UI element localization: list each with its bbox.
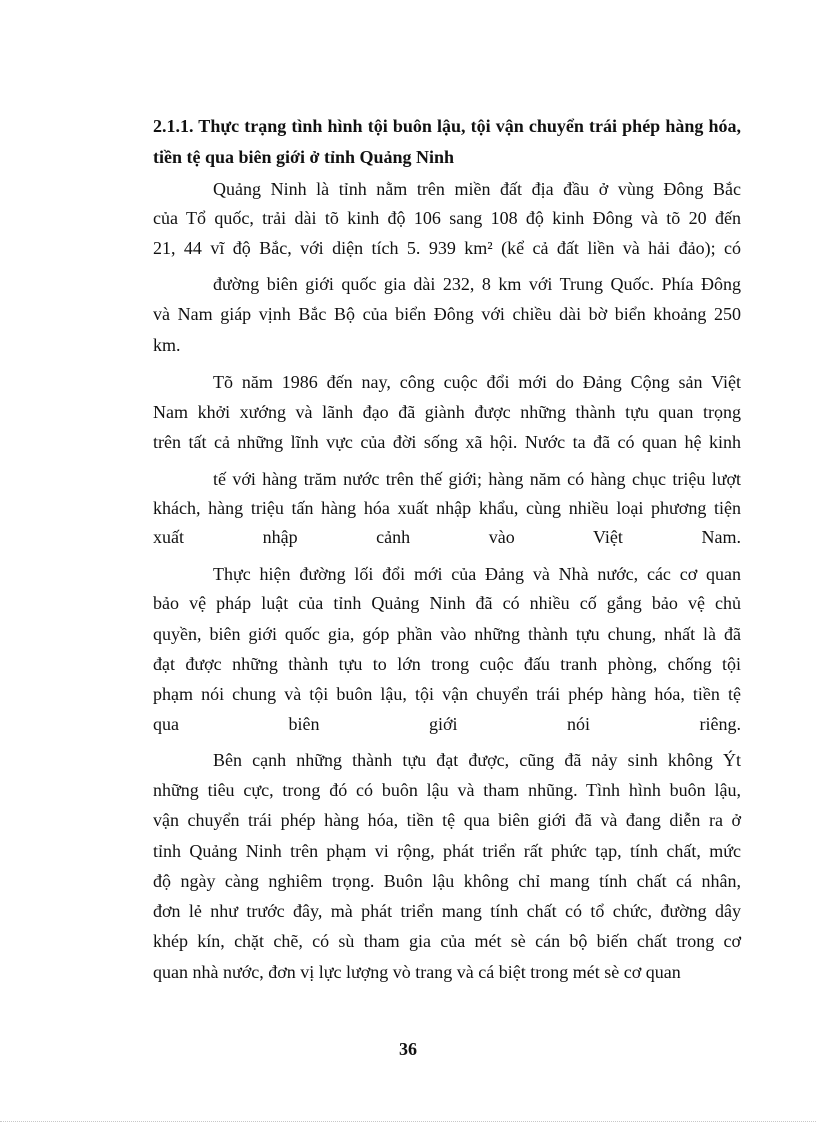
body-line: Tõ năm 1986 đến nay, công cuộc đổi mới do Đảng Cộng sản Việt xyxy=(213,372,741,392)
body-line: phạm nói chung và tội buôn lậu, tội vận chuyển trái phép hàng hóa, tiền tệ xyxy=(153,684,741,704)
body-line: Bên cạnh những thành tựu đạt được, cũng đã nảy sinh không Ýt xyxy=(213,750,741,770)
body-line: khép kín, chặt chẽ, có sù tham gia của mét sè cán bộ biến chất trong cơ xyxy=(153,931,741,951)
body-line: Thực hiện đường lối đổi mới của Đảng và Nhà nước, các cơ quan xyxy=(213,564,741,584)
body-line: tỉnh Quảng Ninh trên phạm vi rộng, phát triển rất phức tạp, tính chất, mức xyxy=(153,841,741,861)
body-line: tế với hàng trăm nước trên thế giới; hàng năm có hàng chục triệu lượt xyxy=(213,469,741,489)
body-line: Quảng Ninh là tỉnh nằm trên miền đất địa đầu ở vùng Đông Bắc xyxy=(213,179,741,199)
body-line: quan nhà nước, đơn vị lực lượng vò trang và cá biệt trong mét sè cơ quan xyxy=(153,962,681,982)
page-number: 36 xyxy=(399,1039,417,1059)
body-line: khách, hàng triệu tấn hàng hóa xuất nhập khẩu, cùng nhiều loại phương tiện xyxy=(153,498,741,518)
body-line: xuất nhập cảnh vào Việt Nam. xyxy=(153,527,741,547)
body-line: bảo vệ pháp luật của tỉnh Quảng Ninh đã có nhiều cố gắng bảo vệ chủ xyxy=(153,593,741,613)
body-line: đường biên giới quốc gia dài 232, 8 km với Trung Quốc. Phía Đông xyxy=(213,274,741,294)
body-line: 21, 44 vĩ độ Bắc, với diện tích 5. 939 km² (kể cả đất liền và hải đảo); có xyxy=(153,238,741,258)
body-line: vận chuyển trái phép hàng hóa, tiền tệ qua biên giới đã và đang diễn ra ở xyxy=(153,810,741,830)
body-line: những tiêu cực, trong đó có buôn lậu và tham nhũng. Tình hình buôn lậu, xyxy=(153,780,741,800)
body-line: của Tổ quốc, trải dài tõ kinh độ 106 sang 108 độ kinh Đông và tõ 20 đến xyxy=(153,208,741,228)
body-line: qua biên giới nói riêng. xyxy=(153,714,741,734)
page-bottom-divider xyxy=(0,1121,816,1122)
body-line: trên tất cả những lĩnh vực của đời sống xã hội. Nước ta đã có quan hệ kinh xyxy=(153,432,741,452)
body-line: đạt được những thành tựu to lớn trong cuộc đấu tranh phòng, chống tội xyxy=(153,654,741,674)
body-line: và Nam giáp vịnh Bắc Bộ của biển Đông với chiều dài bờ biển khoảng 250 xyxy=(153,304,741,324)
section-heading: 2.1.1. Thực trạng tình hình tội buôn lậu, tội vận chuyển trái phép hàng hóa, tiền tệ qua biên giới ở tỉnh Quảng Ninh xyxy=(153,116,741,167)
body-line: đơn lẻ như trước đây, mà phát triển mang tính chất có tổ chức, đường dây xyxy=(153,901,741,921)
body-line: độ ngày càng nghiêm trọng. Buôn lậu không chỉ mang tính chất cá nhân, xyxy=(153,871,741,891)
body-line: quyền, biên giới quốc gia, góp phần vào những thành tựu chung, nhất là đã xyxy=(153,624,741,644)
body-line: km. xyxy=(153,335,181,355)
body-line: Nam khởi xướng và lãnh đạo đã giành được những thành tựu quan trọng xyxy=(153,402,741,422)
